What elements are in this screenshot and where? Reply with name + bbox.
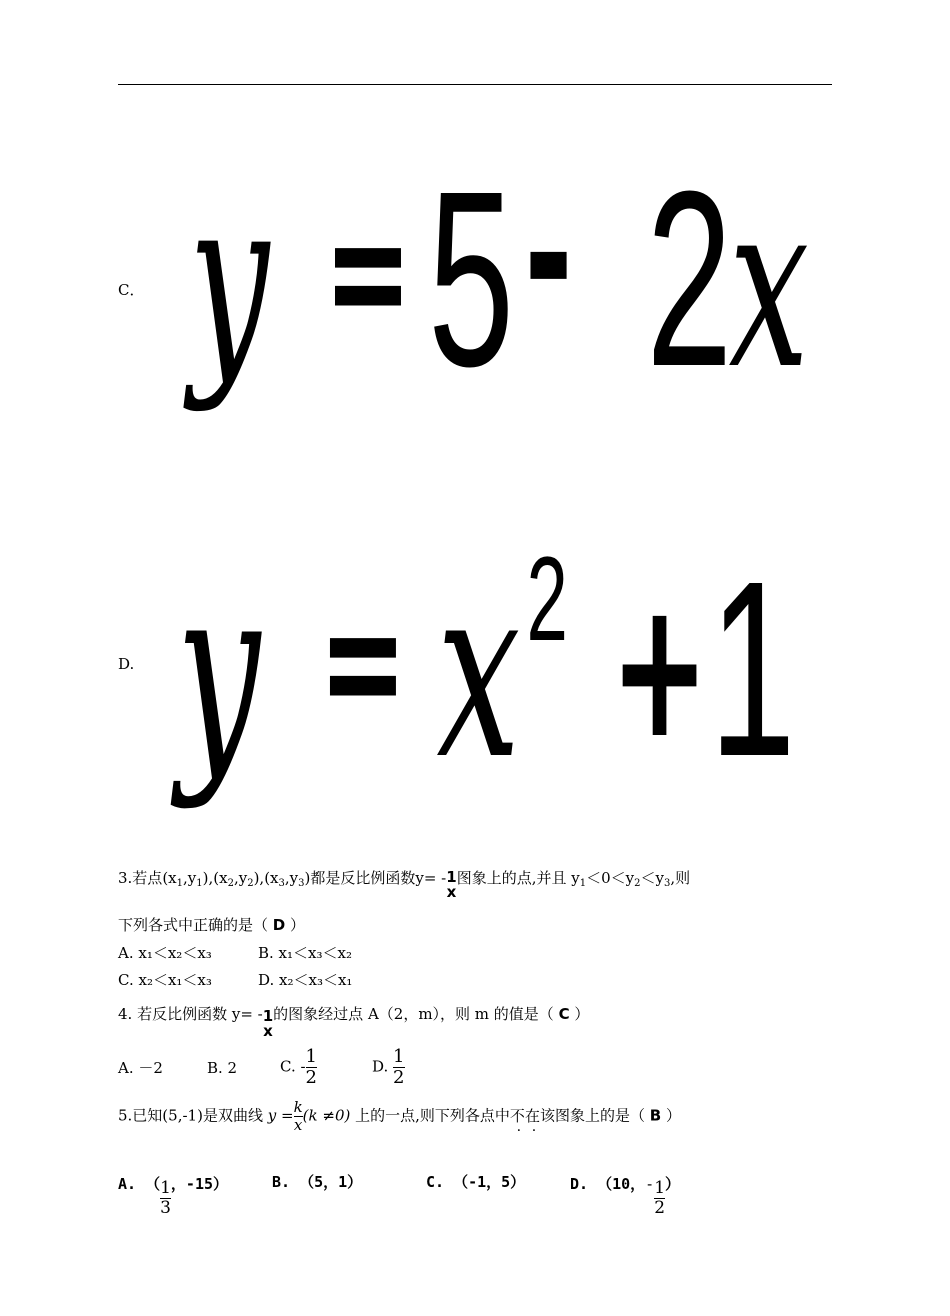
q3-option-d: D. x₂＜x₃＜x₁ [258, 971, 353, 989]
q3-option-b: B. x₁＜x₃＜x₂ [258, 944, 352, 962]
q5-line1: 5.已知(5,-1)是双曲线 y = $\frac{k}{x}$ (k ≠0) 上的一点,则下列各点中不在该图象上的是（ B ） [118, 1098, 681, 1134]
q4-fraction: 1 x [262, 1007, 274, 1040]
q5-option-c: C. （-1，5） [426, 1173, 526, 1191]
q4-option-a: A. －2 [118, 1059, 163, 1077]
q5-emphasis-in: 在 [524, 1106, 540, 1125]
q3-line2: 下列各式中正确的是（ D ） [118, 916, 306, 934]
q5-option-a-fraction: $\frac{1}{3}$ [160, 1178, 171, 1218]
header-rule [118, 84, 832, 85]
formula-x: x [728, 170, 810, 421]
q3-fraction: 1 x [446, 868, 457, 901]
q4-option-d-fraction: $\frac{1}{2}$ [393, 1046, 405, 1088]
q4-option-b: B. 2 [207, 1059, 238, 1077]
q4-line1: 4. 若反比例函数 y= - 1 x 的图象经过点 A（2，m），则 m 的值是（ C ） [118, 1005, 590, 1040]
q3-answer: D [272, 916, 286, 934]
formula-y: y [188, 170, 270, 416]
q4-answer: C [558, 1005, 570, 1023]
q5-option-b: B. （5，1） [272, 1173, 363, 1191]
q5-option-a: A. （ $\frac{1}{3}$ ，-15） [118, 1175, 229, 1218]
q5-option-d: D. （10，- $\frac{1}{2}$ ） [570, 1175, 681, 1218]
formula-two: 2 [646, 170, 733, 420]
option-d-formula [170, 540, 830, 820]
formula-plus: + [610, 559, 709, 781]
q5-option-d-fraction: $\frac{1}{2}$ [654, 1178, 666, 1218]
option-d-label: D. [118, 655, 135, 673]
option-c-label: C． [118, 281, 145, 299]
q5-answer: B [649, 1106, 662, 1125]
q3-option-c: C. x₂＜x₁＜x₃ [118, 971, 212, 989]
formula-x: x [436, 540, 521, 813]
formula-eq: = [323, 173, 413, 371]
formula-minus: - [524, 170, 573, 366]
q4-option-c: C. - $\frac{1}{2}$ [280, 1046, 317, 1088]
option-c-formula [180, 170, 820, 430]
q3-line1: 3.若点$(x_1,y_1),(x_2,y_2),(x_3,y_3)$都是反比例函数y= - 1 x 图象上的点,并且 $y_1<0<y_2<y_3$,则 [118, 868, 691, 901]
q5-fraction: $\frac{k}{x}$ [293, 1098, 303, 1134]
formula-eq: = [318, 563, 408, 761]
formula-five: 5 [428, 170, 515, 420]
q3-option-a: A. x₁＜x₂＜x₃ [118, 944, 212, 962]
formula-one: 1 [709, 540, 796, 810]
q4-option-c-fraction: $\frac{1}{2}$ [305, 1046, 317, 1088]
q5-emphasis-not: 不 [509, 1106, 525, 1125]
q4-option-d: D. $\frac{1}{2}$ [372, 1046, 405, 1088]
formula-y: y [176, 540, 261, 813]
formula-exp: 2 [526, 540, 568, 667]
